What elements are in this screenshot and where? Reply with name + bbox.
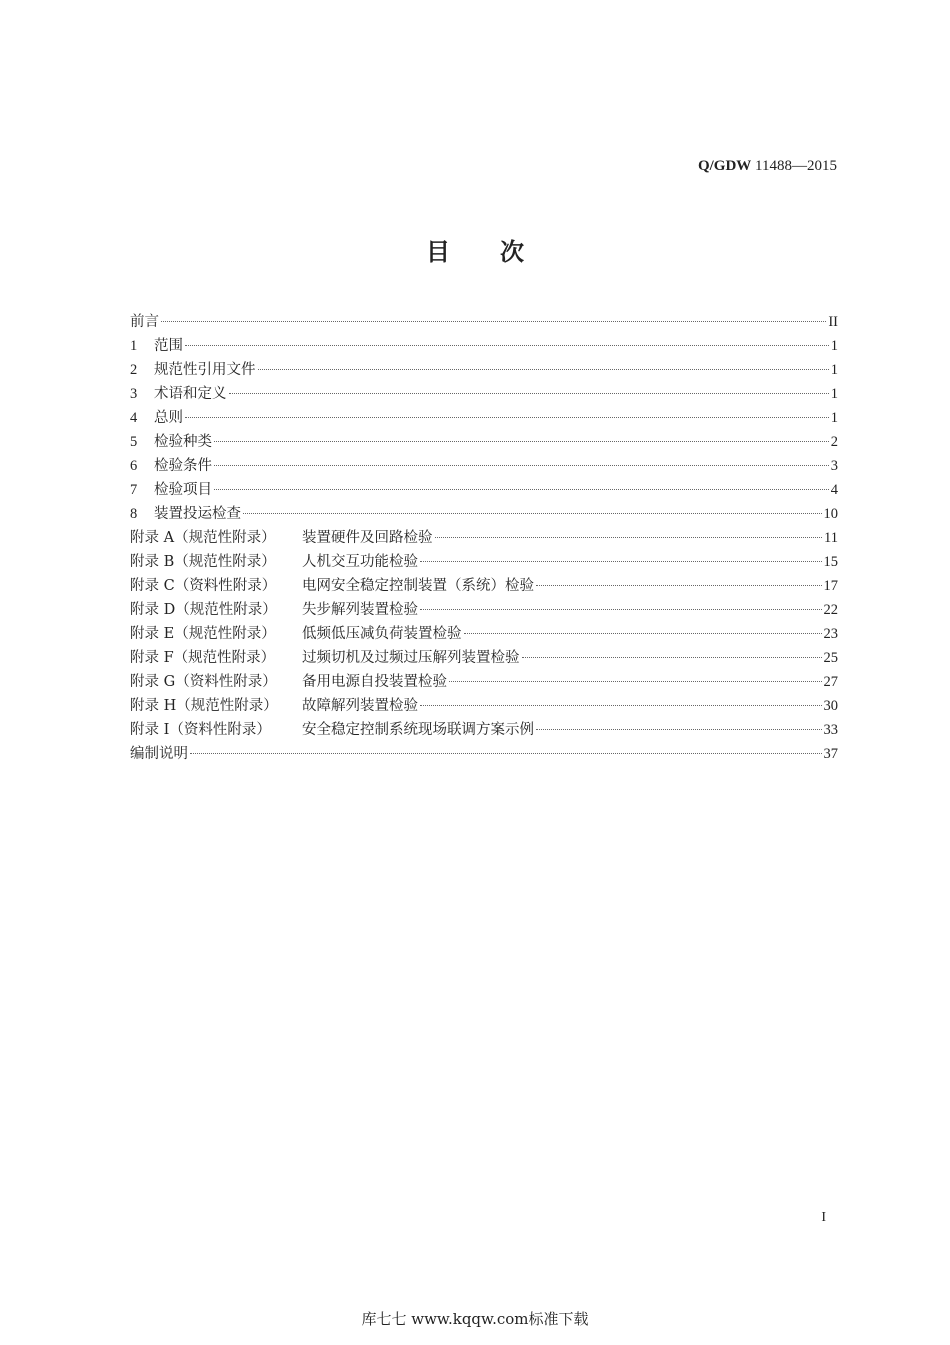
toc-entry-appendix: 附录 B（规范性附录） [130, 554, 276, 570]
toc-entry-number: 3 [130, 386, 138, 402]
toc-leader-dots [420, 561, 822, 562]
toc-entry-label [130, 742, 188, 763]
document-code-prefix: Q/GDW [697, 158, 752, 174]
toc-entry-page: 2 [830, 434, 838, 450]
toc-entry[interactable] [130, 478, 838, 502]
toc-entry-appendix: 附录 I（资料性附录） [130, 722, 271, 738]
toc-entry-page: 3 [830, 458, 838, 474]
toc-entry-label [130, 502, 241, 523]
toc-entry[interactable] [130, 670, 838, 694]
toc-leader-dots [449, 681, 822, 682]
toc-entry[interactable] [130, 358, 838, 382]
toc-entry-number: 2 [130, 362, 138, 378]
toc-entry-title: 前言 [130, 314, 159, 330]
toc-entry-label [130, 478, 212, 499]
toc-entry-label [130, 454, 212, 475]
toc-entry[interactable] [130, 742, 838, 766]
toc-entry-label [130, 646, 520, 667]
toc-entry-label [130, 406, 183, 427]
toc-entry-title: 过频切机及过频过压解列装置检验 [302, 650, 520, 666]
toc-entry-label [130, 622, 462, 643]
toc-leader-dots [522, 657, 822, 658]
toc-entry-label [130, 550, 418, 571]
document-code-number: 11488—2015 [755, 158, 837, 174]
toc-entry-appendix: 附录 A（规范性附录） [130, 530, 276, 546]
toc-entry[interactable] [130, 430, 838, 454]
toc-entry-appendix: 附录 E（规范性附录） [130, 626, 276, 642]
toc-entry-number: 8 [130, 506, 138, 522]
toc-leader-dots [214, 441, 829, 442]
toc-entry[interactable] [130, 454, 838, 478]
toc-entry-title: 电网安全稳定控制装置（系统）检验 [302, 578, 534, 594]
toc-entry-appendix: 附录 H（规范性附录） [130, 698, 278, 714]
toc-leader-dots [536, 729, 822, 730]
toc-entry-title: 编制说明 [130, 746, 188, 762]
toc-entry-number: 7 [130, 482, 138, 498]
toc-entry-page: 15 [823, 554, 838, 570]
toc-entry[interactable] [130, 502, 838, 526]
toc-entry-title: 检验种类 [154, 434, 212, 450]
toc-entry-page: 11 [824, 530, 838, 546]
toc-entry-page: 17 [823, 578, 838, 594]
toc-entry-appendix: 附录 D（规范性附录） [130, 602, 277, 618]
toc-leader-dots [435, 537, 823, 538]
toc-entry-title: 安全稳定控制系统现场联调方案示例 [302, 722, 534, 738]
toc-entry-number: 6 [130, 458, 138, 474]
toc-entry-appendix: 附录 F（规范性附录） [130, 650, 276, 666]
toc-entry-label [130, 430, 212, 451]
toc-entry-title: 失步解列装置检验 [302, 602, 418, 618]
toc-leader-dots [536, 585, 822, 586]
toc-entry-page: 1 [830, 386, 838, 402]
toc-entry-label [130, 598, 418, 619]
toc-title: 目次 [426, 237, 574, 266]
toc-entry-label [130, 334, 183, 355]
toc-entry[interactable] [130, 382, 838, 406]
toc-leader-dots [420, 609, 822, 610]
toc-leader-dots [420, 705, 822, 706]
toc-entry-label [130, 382, 227, 403]
toc-leader-dots [229, 393, 829, 394]
toc-entry[interactable] [130, 718, 838, 742]
toc-entry-title: 检验条件 [154, 458, 212, 474]
toc-entry-label [130, 526, 433, 547]
toc-entry[interactable] [130, 622, 838, 646]
toc-entry-page: II [828, 314, 838, 330]
toc-entry[interactable] [130, 646, 838, 670]
toc-entry[interactable] [130, 526, 838, 550]
toc-entry-page: 22 [823, 602, 838, 618]
toc-entry[interactable] [130, 694, 838, 718]
footer-watermark-text: 库七七 www.kqqw.com标准下载 [361, 1310, 589, 1328]
toc-entry-number: 1 [130, 338, 138, 354]
toc-entry-label [130, 694, 418, 715]
toc-entry-title: 总则 [154, 410, 183, 426]
toc-entry-title: 装置投运检查 [154, 506, 241, 522]
toc-entry-title: 规范性引用文件 [154, 362, 256, 378]
toc-leader-dots [214, 465, 829, 466]
toc-entry-page: 37 [823, 746, 838, 762]
toc-leader-dots [190, 753, 822, 754]
toc-entry[interactable] [130, 574, 838, 598]
toc-entry-page: 1 [830, 338, 838, 354]
toc-entry-page: 10 [823, 506, 838, 522]
toc-entry-label [130, 574, 534, 595]
toc-entry-page: 30 [823, 698, 838, 714]
toc-entry-title: 术语和定义 [154, 386, 227, 402]
toc-entry-title: 范围 [154, 338, 183, 354]
toc-entry-page: 27 [823, 674, 838, 690]
toc-entry-label [130, 310, 159, 331]
toc-entry[interactable] [130, 598, 838, 622]
toc-entry-appendix: 附录 G（资料性附录） [130, 674, 277, 690]
toc-entry[interactable] [130, 334, 838, 358]
toc-entry[interactable] [130, 550, 838, 574]
toc-leader-dots [214, 489, 829, 490]
toc-entry-title: 人机交互功能检验 [302, 554, 418, 570]
page-number: I [821, 1210, 826, 1225]
toc-entry-title: 故障解列装置检验 [302, 698, 418, 714]
toc-entry[interactable] [130, 406, 838, 430]
toc-entry-page: 1 [830, 362, 838, 378]
toc-leader-dots [243, 513, 822, 514]
toc-entry-page: 4 [830, 482, 838, 498]
document-code [698, 158, 837, 175]
toc-entry-appendix: 附录 C（资料性附录） [130, 578, 277, 594]
toc-leader-dots [258, 369, 829, 370]
toc-leader-dots [185, 345, 829, 346]
toc-entry-title: 低频低压减负荷装置检验 [302, 626, 462, 642]
toc-entry-page: 33 [823, 722, 838, 738]
toc-leader-dots [161, 321, 826, 322]
toc-entry[interactable] [130, 310, 838, 334]
toc-entry-number: 5 [130, 434, 138, 450]
toc-entry-title: 备用电源自投装置检验 [302, 674, 447, 690]
toc-entry-page: 1 [830, 410, 838, 426]
toc-entry-number: 4 [130, 410, 138, 426]
toc-entry-label [130, 718, 534, 739]
toc-leader-dots [185, 417, 829, 418]
toc-entry-label [130, 358, 256, 379]
toc-entry-page: 25 [823, 650, 838, 666]
table-of-contents [130, 310, 838, 766]
toc-entry-title: 检验项目 [154, 482, 212, 498]
toc-entry-label [130, 670, 447, 691]
toc-leader-dots [464, 633, 822, 634]
toc-entry-page: 23 [823, 626, 838, 642]
toc-entry-title: 装置硬件及回路检验 [302, 530, 433, 546]
